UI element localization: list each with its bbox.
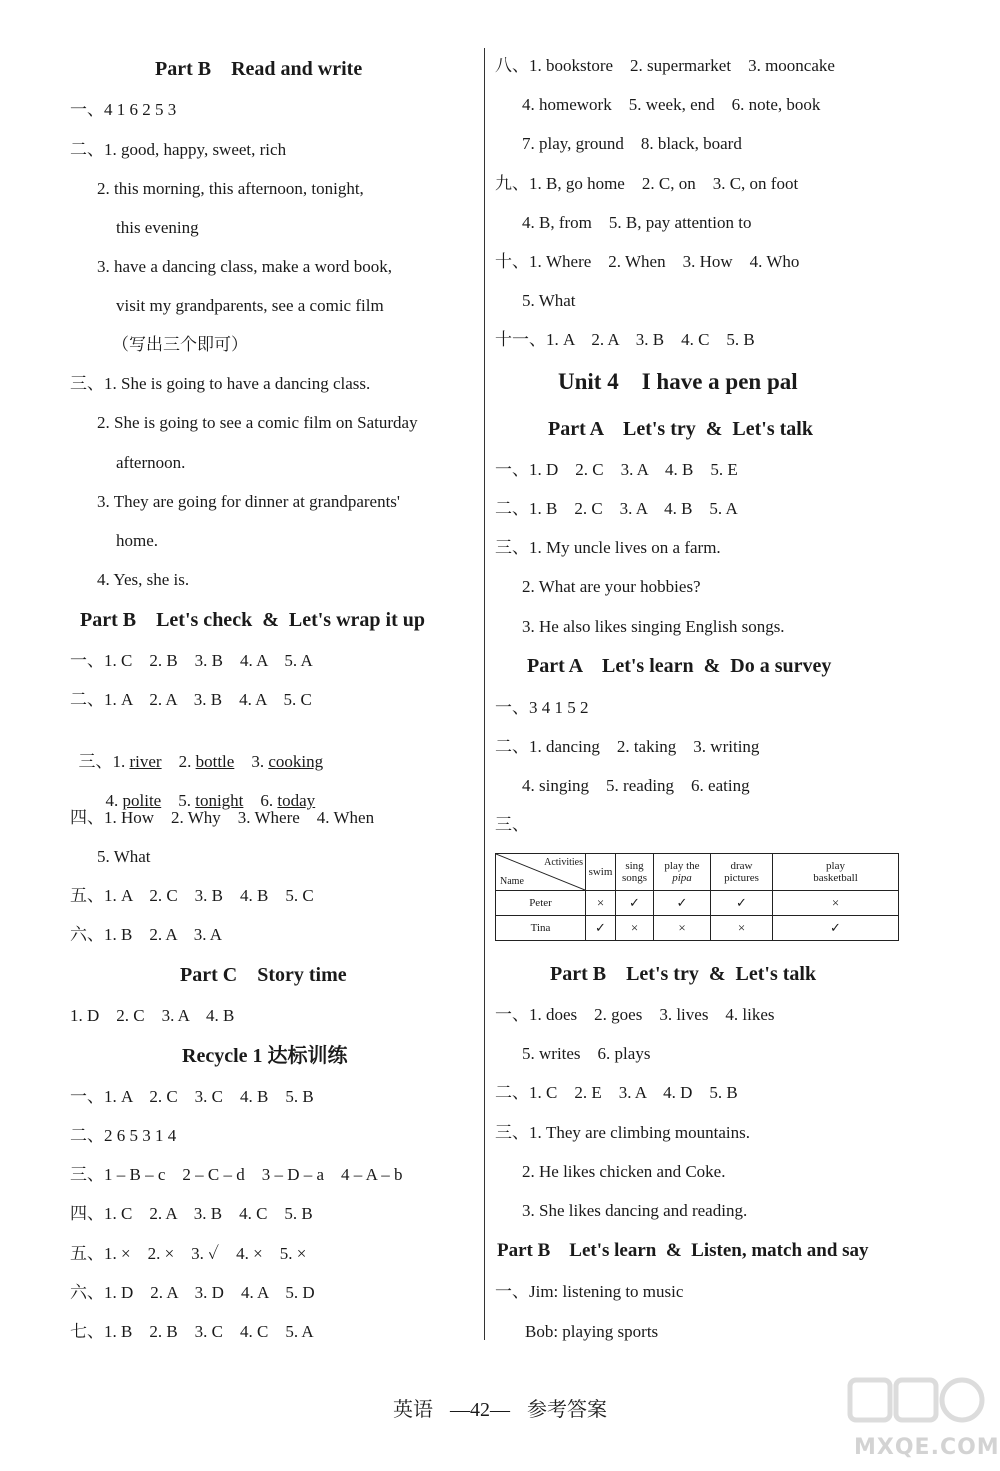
- underlined-word: tonight: [195, 791, 244, 810]
- answer-line: 3. have a dancing class, make a word book,: [97, 257, 393, 276]
- table-cell: ✓: [654, 891, 711, 916]
- watermark-logo: MXQE.COM: [840, 1372, 990, 1464]
- answer-line: 一、4 1 6 2 5 3: [70, 100, 177, 119]
- answer-line: 三、1. My uncle lives on a farm.: [495, 538, 721, 557]
- answer-line: 九、1. B, go home 2. C, on 3. C, on foot: [495, 174, 799, 193]
- table-cell: ×: [616, 916, 654, 941]
- answer-line: 一、1. D 2. C 3. A 4. B 5. E: [495, 460, 738, 479]
- table-cell: ×: [586, 891, 616, 916]
- answer-line: 2. He likes chicken and Coke.: [522, 1162, 726, 1181]
- heading-part-c-story: Part C Story time: [180, 964, 347, 986]
- footer-subject: 英语: [393, 1399, 433, 1421]
- answer-line: 五、1. A 2. C 3. B 4. B 5. C: [70, 886, 314, 905]
- answer-line: 二、2 6 5 3 1 4: [70, 1126, 177, 1145]
- answer-line: 二、1. A 2. A 3. B 4. A 5. C: [70, 690, 312, 709]
- answer-line: 一、1. A 2. C 3. C 4. B 5. B: [70, 1087, 314, 1106]
- table-cell: ×: [773, 891, 899, 916]
- answer-line: 十、1. Where 2. When 3. How 4. Who: [495, 252, 800, 271]
- column-header: swim: [586, 854, 616, 891]
- answer-line: 2. What are your hobbies?: [522, 577, 701, 596]
- answer-line: 二、1. good, happy, sweet, rich: [70, 140, 287, 159]
- answer-line: 3. He also likes singing English songs.: [522, 617, 785, 636]
- heading-recycle-1: Recycle 1 达标训练: [182, 1045, 348, 1067]
- answer-line: 5. writes 6. plays: [522, 1044, 651, 1063]
- table-cell: ×: [711, 916, 773, 941]
- answer-line: 三、1. They are climbing mountains.: [495, 1123, 750, 1142]
- answer-line: 4. homework 5. week, end 6. note, book: [522, 95, 821, 114]
- answer-line: home.: [116, 531, 159, 550]
- answer-line: 一、3 4 1 5 2: [495, 698, 589, 717]
- page-number: —42—: [450, 1399, 510, 1421]
- table-row: [496, 891, 899, 916]
- answer-line: 十一、1. A 2. A 3. B 4. C 5. B: [495, 330, 755, 349]
- underlined-word: cooking: [268, 752, 324, 771]
- answer-line: 3. She likes dancing and reading.: [522, 1201, 748, 1220]
- answer-line: 三、1. She is going to have a dancing class.: [70, 374, 371, 393]
- heading-part-b-read-write: Part B Read and write: [155, 58, 363, 80]
- survey-table: [495, 853, 899, 941]
- column-heading: Activities: [544, 857, 583, 868]
- answer-line: 三、1. river 2. bottle 3. cooking: [78, 752, 324, 771]
- table-cell-name: Peter: [496, 891, 586, 916]
- answer-line: 二、1. C 2. E 3. A 4. D 5. B: [495, 1083, 738, 1102]
- column-header: play basketball: [773, 854, 899, 891]
- answer-line: 一、1. C 2. B 3. B 4. A 5. A: [70, 651, 313, 670]
- column-header: play the pipa: [654, 854, 711, 891]
- answer-line: 7. play, ground 8. black, board: [522, 134, 742, 153]
- answer-line: 二、1. B 2. C 3. A 4. B 5. A: [495, 499, 738, 518]
- answer-line: 2. She is going to see a comic film on Saturday: [97, 413, 418, 432]
- column-header: sing songs: [616, 854, 654, 891]
- answer-line: 5. What: [97, 847, 151, 866]
- heading-unit-4: Unit 4 I have a pen pal: [558, 369, 798, 394]
- answer-line: this evening: [116, 218, 199, 237]
- answer-line: 4. singing 5. reading 6. eating: [522, 776, 750, 795]
- table-cell-name: Tina: [496, 916, 586, 941]
- answer-line: 4. polite 5. tonight 6. today: [105, 791, 316, 810]
- answer-prefix: 三、1.: [78, 752, 130, 771]
- answer-line: 七、1. B 2. B 3. C 4. C 5. A: [70, 1322, 314, 1341]
- heading-part-a-try-talk: Part A Let's try & Let's talk: [548, 418, 813, 440]
- table-cell: ✓: [711, 891, 773, 916]
- table-corner-cell: [496, 854, 586, 891]
- answer-line: 八、1. bookstore 2. supermarket 3. mooncake: [495, 56, 835, 75]
- heading-part-a-learn-survey: Part A Let's learn & Do a survey: [527, 655, 832, 677]
- answer-line: 3. They are going for dinner at grandparents': [97, 492, 400, 511]
- heading-part-b-try-talk: Part B Let's try & Let's talk: [550, 963, 817, 985]
- row-heading: Name: [500, 876, 524, 887]
- answer-line: Bob: playing sports: [525, 1322, 659, 1341]
- table-cell: ×: [654, 916, 711, 941]
- answer-line: visit my grandparents, see a comic film: [116, 296, 384, 315]
- answer-line: 六、1. D 2. A 3. D 4. A 5. D: [70, 1283, 315, 1302]
- answer-line: 二、1. dancing 2. taking 3. writing: [495, 737, 760, 756]
- underlined-word: today: [277, 791, 316, 810]
- answer-line: 四、1. How 2. Why 3. Where 4. When: [70, 808, 375, 827]
- answer-line: 三、1 – B – c 2 – C – d 3 – D – a 4 – A – b: [70, 1165, 403, 1184]
- table-cell: ✓: [586, 916, 616, 941]
- table-cell: ✓: [616, 891, 654, 916]
- answer-line: 六、1. B 2. A 3. A: [70, 925, 223, 944]
- answer-line: 四、1. C 2. A 3. B 4. C 5. B: [70, 1204, 313, 1223]
- column-header: draw pictures: [711, 854, 773, 891]
- table-cell: ✓: [773, 916, 899, 941]
- column-divider: [484, 48, 485, 1340]
- answer-line: 2. this morning, this afternoon, tonight,: [97, 179, 364, 198]
- answer-line: 一、1. does 2. goes 3. lives 4. likes: [495, 1005, 775, 1024]
- heading-part-b-check-wrap: Part B Let's check & Let's wrap it up: [80, 609, 425, 631]
- underlined-word: bottle: [195, 752, 235, 771]
- answer-line: 1. D 2. C 3. A 4. B: [70, 1006, 235, 1025]
- answer-line: 三、: [495, 815, 529, 834]
- table-row: [496, 916, 899, 941]
- answer-line: 4. B, from 5. B, pay attention to: [522, 213, 752, 232]
- answer-line: 4. Yes, she is.: [97, 570, 190, 589]
- underlined-word: river: [129, 752, 162, 771]
- underlined-word: polite: [122, 791, 162, 810]
- footer-label: 参考答案: [527, 1399, 607, 1421]
- heading-part-b-learn-listen: Part B Let's learn & Listen, match and say: [497, 1240, 869, 1261]
- answer-line: 五、1. × 2. × 3. ✓ 4. × 5. ×: [70, 1244, 307, 1263]
- answer-line: 一、Jim: listening to music: [495, 1282, 684, 1301]
- answer-line: 5. What: [522, 291, 576, 310]
- answer-line: （写出三个即可）: [112, 335, 248, 354]
- answer-line: afternoon.: [116, 453, 186, 472]
